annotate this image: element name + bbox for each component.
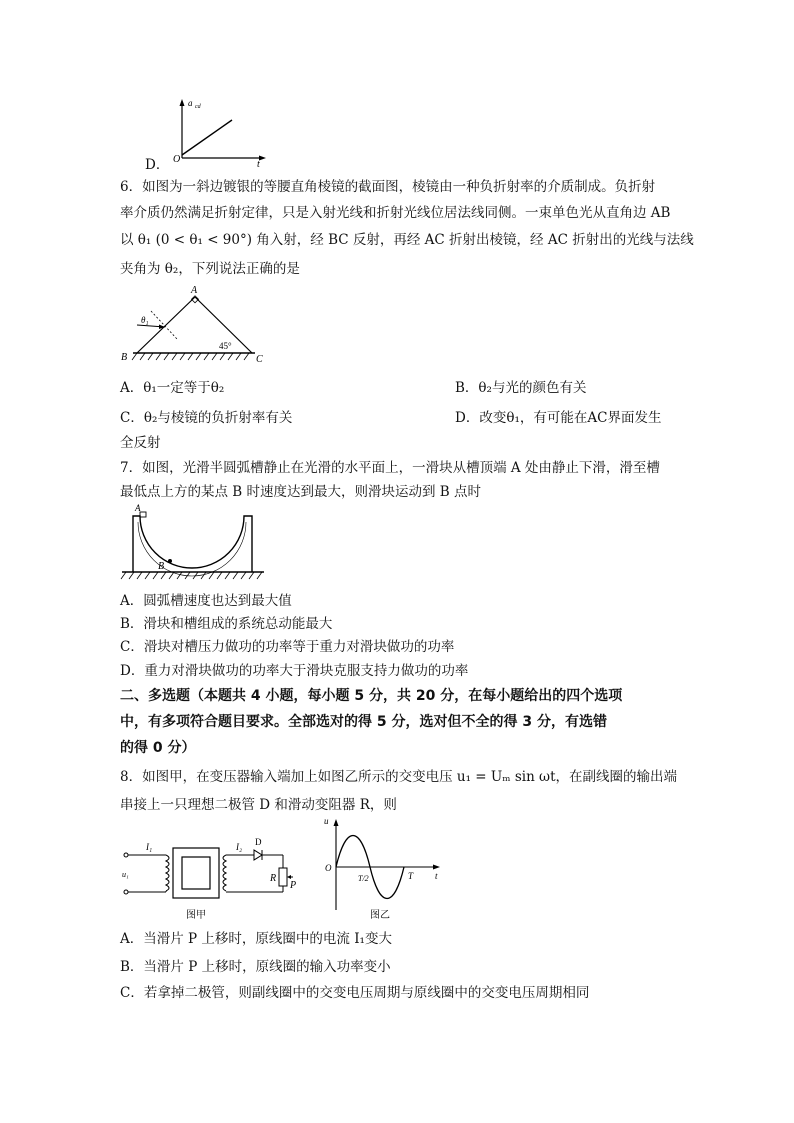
q8-figure-yi [318, 815, 448, 922]
graph-x-label: t [257, 159, 260, 170]
q6-option-d-cont: 全反射 [120, 435, 161, 451]
q6-stem-line2: 率介质仍然满足折射定律，只是入射光线和折射光线位居法线同侧。一束单色光从直角边 AB [120, 205, 671, 221]
q7-groove-figure [118, 500, 268, 582]
point-b: B [158, 561, 165, 572]
graph-origin: O [173, 154, 181, 165]
q8-figure-jia [118, 830, 308, 922]
label-d: D [255, 837, 262, 847]
point-a: A [135, 503, 141, 513]
q8-option-b: B．当滑片 P 上移时，原线圈的输入功率变小 [120, 959, 391, 975]
label-i2: I₂ [236, 842, 243, 852]
q7-stem-line1: 7．如图，光滑半圆弧槽静止在光滑的水平面上，一滑块从槽顶端 A 处由静止下滑，滑至槽 [120, 460, 660, 476]
q8-stem-line1: 8．如图甲，在变压器输入端加上如图乙所示的交变电压 u₁ = Uₘ sin ωt，在副线圈的输出端 [120, 769, 677, 785]
vertex-b: B [121, 352, 128, 363]
graph-y-sub: cd [195, 104, 201, 110]
q7-option-d: D．重力对滑块做功的功率大于滑块克服支持力做功的功率 [120, 663, 469, 679]
label-i1: I₁ [146, 842, 153, 852]
theta-label: θ₁ [141, 315, 149, 325]
q7-option-a: A．圆弧槽速度也达到最大值 [120, 593, 292, 609]
q6-option-d: D．改变θ₁，有可能在AC界面发生 [455, 410, 662, 426]
q7-stem-line2: 最低点上方的某点 B 时速度达到最大，则滑块运动到 B 点时 [120, 484, 482, 500]
q6-option-c: C．θ₂与棱镜的负折射率有关 [120, 410, 293, 426]
q6-option-b: B．θ₂与光的颜色有关 [455, 380, 587, 396]
label-p: P [290, 880, 297, 891]
origin-o: O [325, 863, 332, 873]
q8-option-a: A．当滑片 P 上移时，原线圈中的电流 I₁变大 [120, 931, 392, 947]
q5-option-d-label: D． [145, 157, 170, 173]
q6-stem-line3: 以 θ₁ (0 < θ₁ < 90°) 角入射，经 BC 反射，再经 AC 折射出棱镜，经 AC 折射出的光线与法线 [120, 232, 694, 248]
q6-prism-figure [115, 283, 275, 373]
label-u1: u₁ [122, 870, 129, 879]
q8-stem-line2: 串接上一只理想二极管 D 和滑动变阻器 R，则 [120, 797, 397, 813]
caption-jia: 图甲 [186, 910, 206, 921]
caption-yi: 图乙 [370, 910, 390, 921]
section2-heading-line3: 的得 0 分） [120, 740, 196, 756]
tick-t: T [408, 871, 414, 881]
q7-option-c: C．滑块对槽压力做功的功率等于重力对滑块做功的功率 [120, 639, 455, 655]
section2-heading-line2: 中，有多项符合题目要求。全部选对的得 5 分，选对但不全的得 3 分，有选错 [120, 714, 607, 730]
q6-option-a: A．θ₁一定等于θ₂ [120, 380, 225, 396]
graph-y-label: a [188, 98, 193, 108]
tick-t-half: T/2 [358, 874, 369, 883]
vertex-a: A [191, 285, 198, 296]
section2-heading-line1: 二、多选题（本题共 4 小题，每小题 5 分，共 20 分，在每小题给出的四个选项 [120, 688, 623, 704]
axis-u: u [324, 816, 329, 826]
label-r: R [270, 873, 277, 884]
q8-option-c: C．若拿掉二极管，则副线圈中的交变电压周期与原线圈中的交变电压周期相同 [120, 985, 590, 1001]
q6-stem-line4: 夹角为 θ₂，下列说法正确的是 [120, 261, 300, 277]
angle-45: 45° [219, 341, 232, 351]
q6-stem-line1: 6．如图为一斜边镀银的等腰直角棱镜的截面图，棱镜由一种负折射率的介质制成。负折射 [120, 179, 656, 195]
axis-t: t [435, 871, 438, 881]
q7-option-b: B．滑块和槽组成的系统总动能最大 [120, 616, 333, 632]
vertex-c: C [256, 354, 263, 365]
